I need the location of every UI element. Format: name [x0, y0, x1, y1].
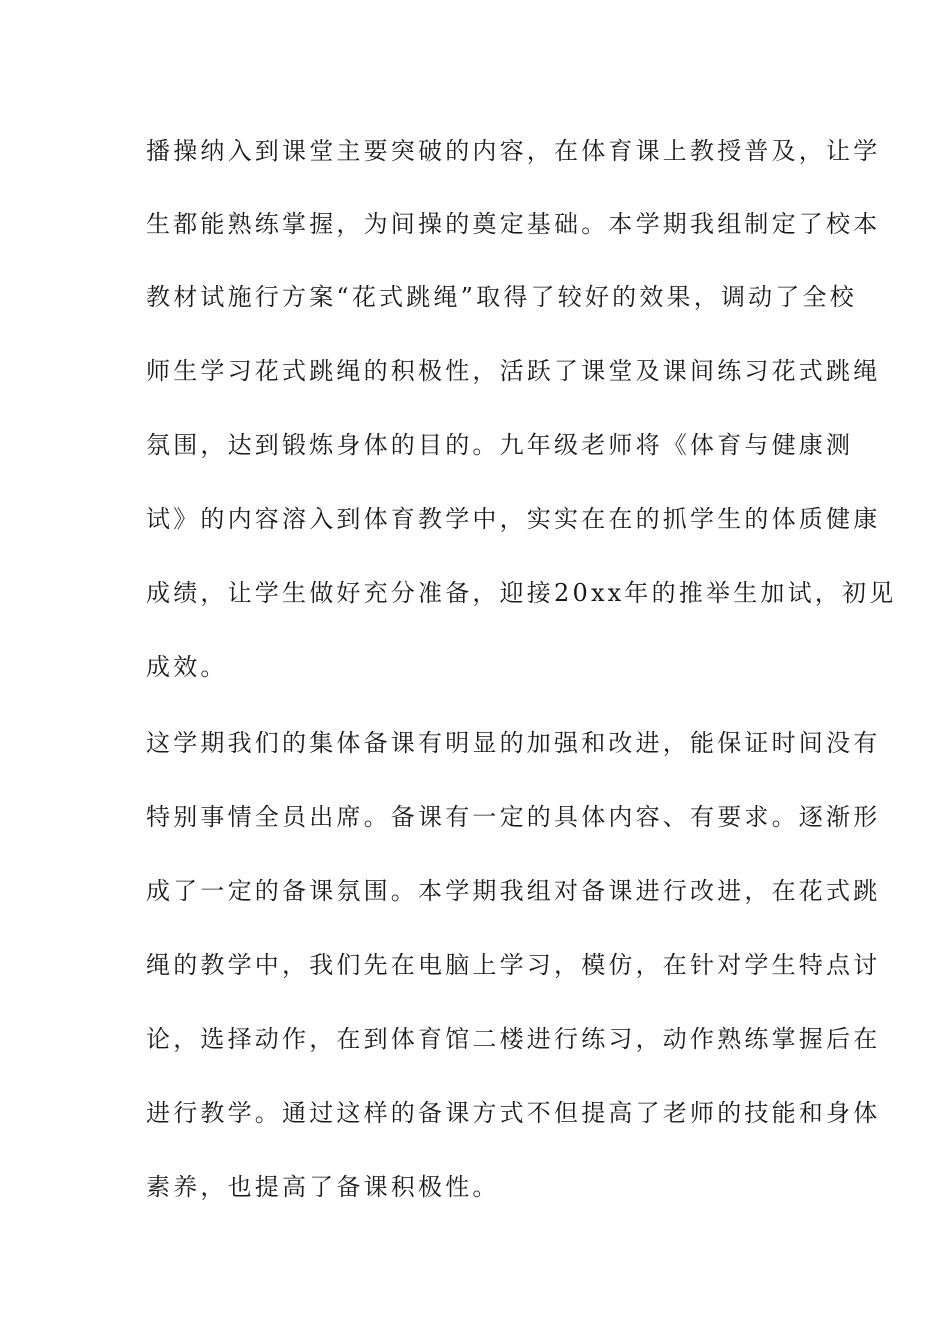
paragraph-line: 师生学习花式跳绳的积极性，活跃了课堂及课间练习花式跳绳 [146, 357, 881, 385]
paragraph-line: 成绩，让学生做好充分准备，迎接20xx年的推举生加试，初见 [146, 579, 897, 607]
paragraph-line: 生都能熟练掌握，为间操的奠定基础。本学期我组制定了校本 [146, 210, 881, 238]
paragraph-line: 教材试施行方案“花式跳绳”取得了较好的效果，调动了全校 [146, 283, 857, 311]
paragraph-line: 特别事情全员出席。备课有一定的具体内容、有要求。逐渐形 [146, 803, 881, 831]
paragraph-line: 成了一定的备课氛围。本学期我组对备课进行改进，在花式跳 [146, 877, 881, 905]
paragraph-line: 播操纳入到课堂主要突破的内容，在体育课上教授普及，让学 [146, 137, 881, 165]
paragraph-line: 这学期我们的集体备课有明显的加强和改进，能保证时间没有 [146, 729, 881, 757]
paragraph-line: 论，选择动作，在到体育馆二楼进行练习，动作熟练掌握后在 [146, 1025, 881, 1053]
paragraph-line: 绳的教学中，我们先在电脑上学习，模仿，在针对学生特点讨 [146, 951, 881, 979]
paragraph-line: 进行教学。通过这样的备课方式不但提高了老师的技能和身体 [146, 1099, 881, 1127]
paragraph-line: 氛围，达到锻炼身体的目的。九年级老师将《体育与健康测 [146, 431, 854, 459]
paragraph-line: 成效。 [146, 653, 228, 681]
paragraph-line: 素养，也提高了备课积极性。 [146, 1173, 500, 1201]
paragraph-line: 试》的内容溶入到体育教学中，实实在在的抓学生的体质健康 [146, 505, 881, 533]
